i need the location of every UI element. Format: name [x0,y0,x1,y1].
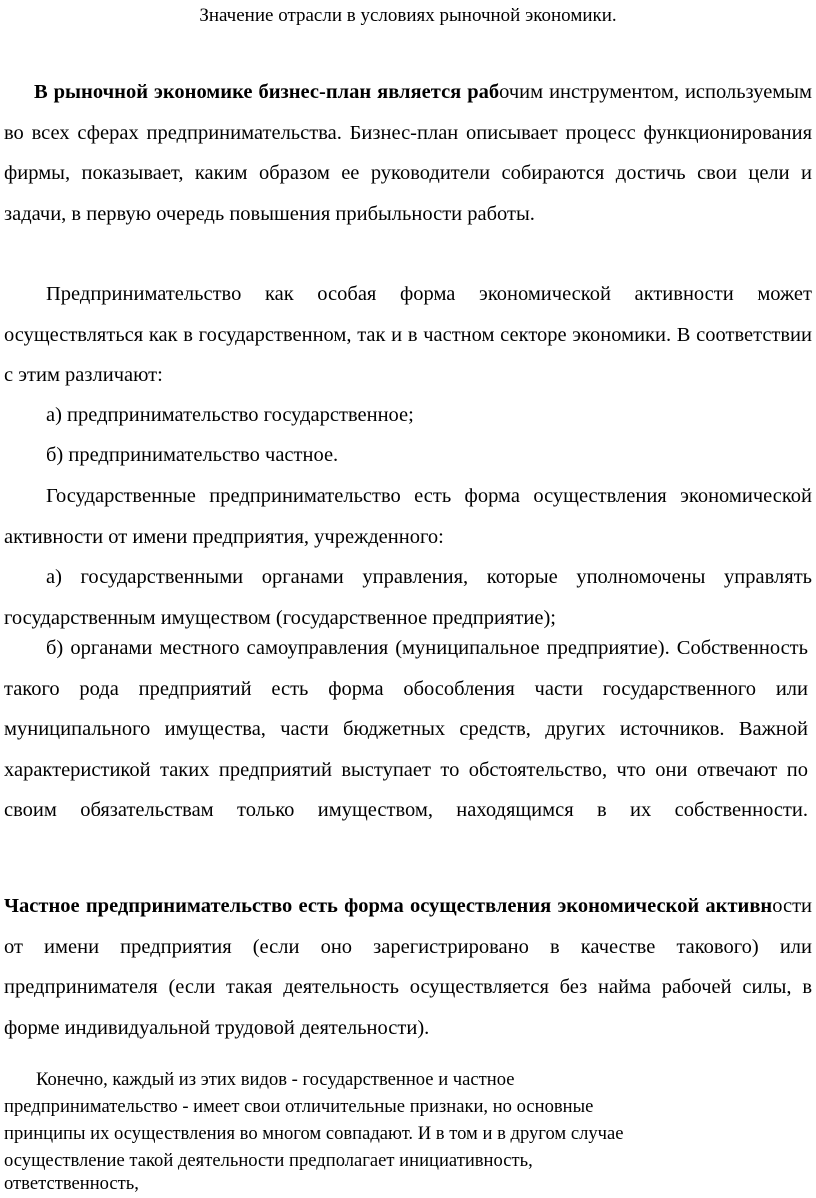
conclusion-line-2: предпринимательство - имеет свои отличительные признаки, но основные [4,1096,594,1117]
list-item-state-bodies: а) государственными органами управления, которые уполномочены управлять государственным имуществом (государственное предприятие); [4,566,812,629]
page-title: Значение отрасли в условиях рыночной экономики. [199,5,617,26]
conclusion-line-3: принципы их осуществления во многом совпадают. И в том и в другом случае [4,1123,624,1144]
list-item-local-government: б) органами местного самоуправления (муниципальное предприятие). Собственность такого рода предприятий есть форма обособления части государственного или муниципального имущества, части бюджетных средств, других источников. Важной характеристикой таких предприятий выступает то обстоятельство, что они отвечают по своим обязательствам только имуществом, находящимся в их собственности. [4,637,808,821]
conclusion-line-5: ответственность, [4,1173,139,1194]
paragraph-private-bold: Частное предпринимательство есть форма осуществления экономической активн [4,895,773,917]
conclusion-line-1: Конечно, каждый из этих видов - государственное и частное [36,1069,515,1090]
list-item-state: а) предпринимательство государственное; [46,404,414,426]
list-item-private: б) предпринимательство частное. [46,444,339,466]
conclusion-line-4: осуществление такой деятельности предполагает инициативность, [4,1150,533,1171]
paragraph-business-plan [4,72,812,234]
paragraph-state-entrepreneurship: Государственные предпринимательство есть форма осуществления экономической активности от имени предприятия, учрежденного: [4,485,812,548]
paragraph-private-text: ости от имени предприятия (если оно зарегистрировано в качестве такового) или предпринимателя (если такая деятельность осуществляется без найма рабочей силы, в форме индивидуальной трудовой деятельности). [4,895,812,1039]
paragraph-private-entrepreneurship [4,886,812,1048]
paragraph-entrepreneurship-forms: Предпринимательство как особая форма экономической активности может осуществляться как в государственном, так и в частном секторе экономики. В соответствии с этим различают: [4,283,812,386]
paragraph-business-plan-bold: В рыночной экономике бизнес-план является раб [34,81,500,103]
paragraph-business-plan-text: очим инструментом, используемым во всех сферах предпринимательства. Бизнес-план описывает процесс функционирования фирмы, показывает, каким образом ее руководители собираются достичь свои цели и задачи, в первую очередь повышения прибыльности работы. [4,81,813,225]
